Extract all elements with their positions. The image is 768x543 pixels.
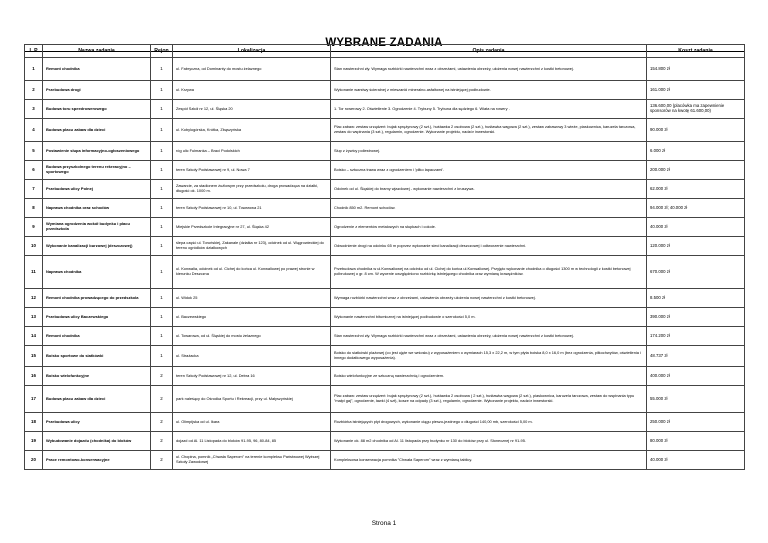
row-lp: 10 bbox=[25, 237, 43, 256]
row-description: Wykonanie warstwy ścieralnej z mieszanki mineralno-asfaltowej na istniejącej podbudowie. bbox=[331, 81, 647, 100]
row-name: Przebudowa drogi bbox=[43, 81, 151, 100]
row-region: 1 bbox=[151, 289, 173, 308]
row-location: Zawarcie, za stadionem żużlowym przy przedszkolu, droga prowadząca na działki, długość ok. 1000 m. bbox=[173, 180, 331, 199]
row-name: Remont chodnika bbox=[43, 327, 151, 346]
row-description: Boisko – sztuczna trawa wraz z ogrodzeniem i 'piłko łapaczami'. bbox=[331, 161, 647, 180]
row-region: 2 bbox=[151, 386, 173, 413]
row-cost: 90.000 zł bbox=[647, 119, 745, 142]
row-location: ul. Baczewskiego bbox=[173, 308, 331, 327]
row-lp: 12 bbox=[25, 289, 43, 308]
row-location: róg ulic Fuimanka – Braci Podolskich bbox=[173, 142, 331, 161]
row-region: 1 bbox=[151, 346, 173, 367]
row-cost: 250.000 zł bbox=[647, 413, 745, 432]
row-lp: 9 bbox=[25, 218, 43, 237]
row-cost: 161.000 zł bbox=[647, 81, 745, 100]
row-description: Przebudowa chodnika w ul.Konwaliowej na odcinku od ul. Cichej do końca ul.Konwaliowej. Przyjęto wykonanie chodnika o długości 1300 m w technologii z kostki betonowej polbrukowej o gr. 8 cm. W wycenie uwzględniono rozbiórkę istniejącego chodnika oraz wymianę krawężników. bbox=[331, 256, 647, 289]
table-row bbox=[25, 327, 745, 346]
row-description: Boisko wielofunkcyjne ze sztuczną nawierzchnią i ogrodzeniem. bbox=[331, 367, 647, 386]
table-row bbox=[25, 199, 745, 218]
row-lp: 20 bbox=[25, 451, 43, 470]
row-lp: 14 bbox=[25, 327, 43, 346]
row-cost: 40.000 zł bbox=[647, 451, 745, 470]
row-lp: 19 bbox=[25, 432, 43, 451]
row-cost: 400.000 zł bbox=[647, 367, 745, 386]
row-description: Rozbiórka istniejących płyt drogowych, wykonanie ciągu pieszo-jezdnego o długości 140,00 mb, szerokości 5,00 m. bbox=[331, 413, 647, 432]
header-region: Rejon bbox=[151, 45, 173, 58]
table-row bbox=[25, 432, 745, 451]
row-region: 2 bbox=[151, 413, 173, 432]
row-description: Chodnik 850 m2. Remont schodów. bbox=[331, 199, 647, 218]
row-description: Plac zabaw: zestaw urządzeń: bujak sprężynowy (2 szt.), huśtawka 2 osobowa ( 2 szt.), huśtawka wagowa (2 szt.), piaskownica, karuzela tarczowa, zestaw do wspinania typu "małpi gaj", ogrodzenie, ławki (4 szt), kosze na odpady (3 szt.), regulamin, ogrodzenie. Wykonanie projektu, nadzór inwestorski. bbox=[331, 386, 647, 413]
row-cost: 62.000 zł bbox=[647, 180, 745, 199]
row-cost: 154.800 zł bbox=[647, 58, 745, 81]
table-row bbox=[25, 386, 745, 413]
row-location: ul. Strażacka bbox=[173, 346, 331, 367]
page-footer: Strona 1 bbox=[371, 520, 397, 527]
row-description: Kompleksowa konserwacja pomnika "Chwała Saperom" wraz z wymianą tablicy. bbox=[331, 451, 647, 470]
row-region: 1 bbox=[151, 327, 173, 346]
table-row bbox=[25, 100, 745, 119]
row-location: teren Szkoły Podstawowej nr 12, ul. Debra 16 bbox=[173, 367, 331, 386]
row-name: Remont chodnika prowadzącego do przedszkola bbox=[43, 289, 151, 308]
row-location: ślepa część ul. Toruńskiej, Zakanale (działka nr 123), odcinek od ul. Wągrowieckiej do terenu ogródków działkowych bbox=[173, 237, 331, 256]
row-region: 1 bbox=[151, 119, 173, 142]
row-description: Wykonanie ok. 88 m2 chodnika od Al. 11 listopada przy budynku nr 130 do bloków przy ul. Słonecznej nr 91-95. bbox=[331, 432, 647, 451]
row-name: Budowa placu zabaw dla dzieci bbox=[43, 386, 151, 413]
row-lp: 15 bbox=[25, 346, 43, 367]
row-cost: 174.200 zł bbox=[647, 327, 745, 346]
row-lp: 11 bbox=[25, 256, 43, 289]
row-lp: 3 bbox=[25, 100, 43, 119]
row-description: Stan nawierzchni zły. Wymaga rozbiórki nawierzchni wraz z obrzeżami, ustawienia obrzeży, ułożenia nowej nawierzchni z kostki betonowej. bbox=[331, 327, 647, 346]
row-location: teren Szkoły Podstawowej nr 9, ul. Nowa 7 bbox=[173, 161, 331, 180]
row-lp: 18 bbox=[25, 413, 43, 432]
row-lp: 6 bbox=[25, 161, 43, 180]
table-row bbox=[25, 58, 745, 81]
row-region: 1 bbox=[151, 218, 173, 237]
row-region: 1 bbox=[151, 100, 173, 119]
row-name: Budowa placu zabaw dla dzieci bbox=[43, 119, 151, 142]
row-lp: 13 bbox=[25, 308, 43, 327]
row-region: 1 bbox=[151, 199, 173, 218]
row-location: ul. Widok 25 bbox=[173, 289, 331, 308]
row-name: Budowa toru speedrowerowego bbox=[43, 100, 151, 119]
row-name: Naprawa chodnika oraz schodów bbox=[43, 199, 151, 218]
row-cost: 6.000 zł bbox=[647, 142, 745, 161]
row-cost: 670.000 zł bbox=[647, 256, 745, 289]
table-row bbox=[25, 81, 745, 100]
row-location: ul. Olimpijska od ul. Ikara bbox=[173, 413, 331, 432]
table-row bbox=[25, 289, 745, 308]
row-cost: 136.600,00 (placówka ma zapewnienie sponsorów na kwotę 61.600,00) bbox=[647, 100, 745, 119]
row-location: ul. Chopina, pomnik „Chwała Saperom" na terenie kompleksu Państwowej Wyższej Szkoły Zawodowej bbox=[173, 451, 331, 470]
row-cost: 55.000 zł bbox=[647, 386, 745, 413]
row-name: Wymiana ogrodzenia wokół budynku i placu przedszkola bbox=[43, 218, 151, 237]
row-region: 2 bbox=[151, 432, 173, 451]
table-row bbox=[25, 367, 745, 386]
row-cost: 94.000 zł; 40.000 zł bbox=[647, 199, 745, 218]
row-region: 1 bbox=[151, 308, 173, 327]
table-row bbox=[25, 308, 745, 327]
row-location: Zespół Szkół nr 12, ul. Śląska 20 bbox=[173, 100, 331, 119]
row-description: Stan nawierzchni zły. Wymaga rozbiórki nawierzchni wraz z obrzeżami, ustawienia obrzeży, ułożenia nowej nawierzchni z kostki betonowej. bbox=[331, 58, 647, 81]
row-location: ul. Kobylogórska, Krótka, Zbąszyńska bbox=[173, 119, 331, 142]
row-name: Budowa przyszkolnego terenu rekreacyjno – sportowego bbox=[43, 161, 151, 180]
table-row bbox=[25, 237, 745, 256]
row-region: 1 bbox=[151, 58, 173, 81]
row-region: 1 bbox=[151, 237, 173, 256]
row-location: ul. Fabryczna, od Dominanty do mostu żelaznego bbox=[173, 58, 331, 81]
row-region: 1 bbox=[151, 161, 173, 180]
row-cost: 390.000 zł bbox=[647, 308, 745, 327]
header-lp: L.P bbox=[25, 45, 43, 58]
row-location: park naleśący do Ośrodka Sportu i Rekreacji, przy ul. Małyszyńskiej bbox=[173, 386, 331, 413]
row-region: 1 bbox=[151, 180, 173, 199]
row-lp: 1 bbox=[25, 58, 43, 81]
row-name: Przebudowa ulicy bbox=[43, 413, 151, 432]
table-row bbox=[25, 451, 745, 470]
row-name: Boisko wielofunkcyjne bbox=[43, 367, 151, 386]
row-cost: 120.000 zł bbox=[647, 237, 745, 256]
row-description: Wykonanie nawierzchni bitumicznej na istniejącej podbudowie o szerokości 5,0 m. bbox=[331, 308, 647, 327]
table-row bbox=[25, 142, 745, 161]
tasks-table bbox=[24, 44, 745, 470]
row-name: Remont chodnika bbox=[43, 58, 151, 81]
row-lp: 4 bbox=[25, 119, 43, 142]
row-name: Postawienie słupa informacyjno-ogłoszeniowego bbox=[43, 142, 151, 161]
row-cost: 40.000 zł bbox=[647, 218, 745, 237]
header-description: Opis zadania bbox=[331, 45, 647, 58]
row-lp: 8 bbox=[25, 199, 43, 218]
row-name: Przebudowa ulicy Polnej bbox=[43, 180, 151, 199]
row-location: Miejskie Przedszkole Integracyjne nr 27, ul. Śląska 42 bbox=[173, 218, 331, 237]
table-row bbox=[25, 161, 745, 180]
row-lp: 17 bbox=[25, 386, 43, 413]
row-location: ul. Towarowa, od ul. Śląskiej do mostu żelaznego bbox=[173, 327, 331, 346]
row-name: Wybudowanie dojazdu (chodnika) do bloków bbox=[43, 432, 151, 451]
header-cost: Koszt zadania bbox=[647, 45, 745, 58]
row-name: Wykonanie kanalizacji burzowej (deszczowej) bbox=[43, 237, 151, 256]
row-region: 2 bbox=[151, 451, 173, 470]
table-row bbox=[25, 218, 745, 237]
table-row bbox=[25, 119, 745, 142]
header-row bbox=[25, 45, 745, 58]
row-location: ul. Konwalia, odcinek od ul. Cichej do końca ul. Konwaliowej po prawej stronie w kierunku Deszczna bbox=[173, 256, 331, 289]
row-description: Słup z żywicy poliestrowej. bbox=[331, 142, 647, 161]
row-description: 1. Tor rowerowy 2. Oświetlenie 3. Ogrodzenie 4. Trybuny 5. Trybuna dla sędziego 6. Wiata na rowery . bbox=[331, 100, 647, 119]
row-region: 1 bbox=[151, 81, 173, 100]
row-description: Odcinek od ul. Śląskiej do bramy wjazdowej - wykonanie nawierzchni z kruszywa. bbox=[331, 180, 647, 199]
row-cost: 80.000 zł bbox=[647, 432, 745, 451]
row-region: 2 bbox=[151, 367, 173, 386]
header-name: Nazwa zadania bbox=[43, 45, 151, 58]
row-region: 1 bbox=[151, 142, 173, 161]
row-lp: 16 bbox=[25, 367, 43, 386]
table-row bbox=[25, 346, 745, 367]
page-title: WYBRANE ZADANIA bbox=[325, 37, 443, 49]
row-description: Odwodnienie drogi na odcinku 65 m poprzez wykonanie sieci kanalizacji deszczowej i odtworzenie nawierzchni. bbox=[331, 237, 647, 256]
row-lp: 2 bbox=[25, 81, 43, 100]
row-description: Boisko do siatkówki plażowej (co jest ujęte we wniosku) z wyposażeniem o wymiarach 15,3 x 22,2 m, w tym płyta boiska 8,0 x 16,0 m (bez ogrodzenia, piłkochwytów, oświetlenia i innego dodatkowego wyposażenia). bbox=[331, 346, 647, 367]
row-cost: 8.500 zł bbox=[647, 289, 745, 308]
row-description: Plac zabaw: zestaw urządzeń: bujak sprężynowy (2 szt.), huśtawka 2 osobowa (2 szt.), huśtawka wagowa (2 szt.), zestaw zabawowy 3 wieże, piaskownica, karuzela tarczowa, zestaw do wspinania (3 szt.), regulamin, ogrodzenie. Wykonanie projektu, nadzór inwestorski. bbox=[331, 119, 647, 142]
row-name: Boisko sportowe do siatkówki bbox=[43, 346, 151, 367]
table-row bbox=[25, 180, 745, 199]
table-row bbox=[25, 256, 745, 289]
row-region: 1 bbox=[151, 256, 173, 289]
table-row bbox=[25, 413, 745, 432]
row-cost: 48.737 zł bbox=[647, 346, 745, 367]
row-location: ul. Krzywa bbox=[173, 81, 331, 100]
row-description: Wymaga rozbiórki nawierzchni wraz z obrzeżami, ustawienia obrzeży ułożenia nowej nawierzchni z kostki betonowej. bbox=[331, 289, 647, 308]
header-location: Lokalizacja bbox=[173, 45, 331, 58]
row-lp: 7 bbox=[25, 180, 43, 199]
row-name: Naprawa chodnika bbox=[43, 256, 151, 289]
row-location: teren Szkoły Podstawowej nr 10, ul. Towarowa 21 bbox=[173, 199, 331, 218]
row-cost: 200.000 zł bbox=[647, 161, 745, 180]
row-description: Ogrodzenie z elementów metalowych na słupkach i cokole. bbox=[331, 218, 647, 237]
row-name: Prace remontowo-konserwacyjne bbox=[43, 451, 151, 470]
row-name: Przebudowa ulicy Baczewskiego bbox=[43, 308, 151, 327]
row-lp: 5 bbox=[25, 142, 43, 161]
row-location: dojazd od Al. 11 Listopada do bloków 91-95, 96, 80-84, 85 bbox=[173, 432, 331, 451]
